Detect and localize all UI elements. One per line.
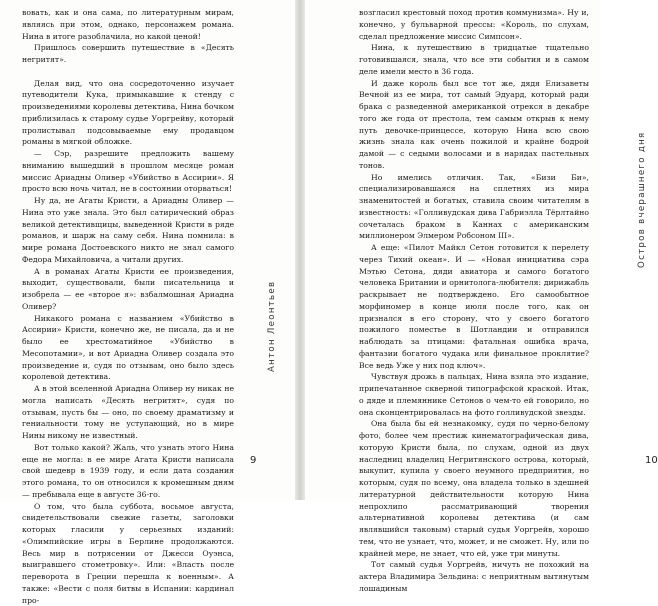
paragraph: Чувствуя дрожь в пальцах, Нина взяла это издание, припечатанное скверной типографской краской. Итак, о дяде и племяннике Сетонов о чем-то ей говорило, но она сконцентрировалась на фото голливудской звезды.: [359, 371, 589, 418]
book-gutter: [295, 0, 305, 500]
paragraph: А в этой вселенной Ариадна Оливер ну никак не могла написать «Десять негритят», судя по отзывам, пусть бы — оно, по своему драматизму и гениальности тому не уступающий, но в мире Нины никому не известный.: [22, 383, 234, 442]
paragraph: вовать, как и она сама, по литературным мирам, являясь при этом, однако, персонажем романа. Нина в итоге разоблачила, но какой ценой!: [22, 7, 234, 42]
paragraph: Вот только какой? Жаль, что узнать этого Нина еще не могла: в ее мире Агата Кристи написала свой шедевр в 1939 году, и если дата создания этого романа, то он относился к кромешным дням — пребывала еще в августе 36-го.: [22, 442, 234, 501]
paragraph: Тот самый судья Уоргрейв, ничуть не похожий на актера Владимира Зельдина: с неприятным вытянутым лошадиным: [359, 559, 589, 594]
page-number: 9: [250, 455, 256, 466]
paragraph: А еще: «Пилот Майкл Сетон готовится к перелету через Тихий океан». И — «Новая инициатива сэра Мэтью Сетона, дяди авиатора и самого богатого человека Британии и орнитолога-любителя: дирижабль раскрывает не подтверждено. Его самообытное морфиномер в конце июля после того, как он признался в его сторону, что у своего богатого пожилого поместье в Шотландии и отправился наблюдать за птицами: фатальная ошибка врача, фантазии богатого чудака или финальное проклятие? Все ведь Уже у них под ключ».: [359, 242, 589, 371]
running-head-title: Остров вчерашнего дня: [637, 132, 647, 268]
right-page: [305, 0, 600, 500]
paragraph: — Сэр, разрешите предложить вашему вниманию вышедший в прошлом месяце роман миссис Ариадны Оливер «Убийство в Ассирии». Я просто всю ночь читал, не в состоянии оторваться!: [22, 148, 234, 195]
paragraph: О том, что была суббота, восьмое августа, свидетельствовали свежие газеты, заголовки которых гласили у серьезных изданий: «Олимпийские игры в Берлине продолжаются. Весь мир в потрясении от Джесси Оуэнса, выигравшего стометровку». Или: «Власть после переворота в Греции перешла к военным». А также: «Вести с поля битвы в Испании: кардинал про-: [22, 501, 234, 606]
paragraph: Пришлось совершить путешествие в «Десять негритят».: [22, 42, 234, 66]
paragraph: возгласил крестовый поход против коммунизма». Ну и, конечно, у бульварной прессы: «Король, по слухам, сделал предложение миссис Симпсон».: [359, 7, 589, 42]
left-page-text: [22, 7, 234, 606]
running-head-author: Антон Леонтьев: [267, 281, 277, 372]
paragraph: И даже король был все тот же, дядя Елизаветы Вечной из ее мира, тот самый Эдуард, который ради брака с разведенной американкой отрекся в декабре того же года от престола, тем самым открыв к нему путь девочке-принцессе, которую Нина всю свою жизнь знала как очень пожилой и крайне бодрой дамой — с седыми волосами и в нарядах пастельных тонов.: [359, 78, 589, 172]
paragraph: Она была бы ей незнакомку, судя по черно-белому фото, более чем престиж кинематографическая дива, которую Кристи была, по слухам, одной из двух наследниц владелиц Негритянского острова, который, выкупит, купила у своего неумного предприятия, но которым, судя по всему, она владела только в здешней литературной действительности которую Нина непрохлипо рассматривающий творения альтернативной королевы детектива (и сам являвшийся таковым) старый судья Уоргрейв, хорошо тем, что не узнает, что, может, и не сможет. Ну, или по крайней мере, не знает, что ей, уже три минуты.: [359, 418, 589, 559]
paragraph: Никакого романа с названием «Убийство в Ассирии» Кристи, конечно же, не писала, да и не было ее хрестоматийное «Убийство в Месопотамии», и вот Ариадна Оливер создала это произведение и, судя по отзывам, оно было здесь королевой детектива.: [22, 313, 234, 384]
page-number: 10: [645, 455, 658, 466]
paragraph: А в романах Агаты Кристи ее произведения, выходит, существовали, были писательница и изобрела — ее «второе я»: взбалмошная Ариадна Оливер?: [22, 266, 234, 313]
paragraph: Нина, к путешествию в тридцатые тщательно готовившаяся, знала, что все эти события и в самом деле имели место в 36 года.: [359, 42, 589, 77]
left-page: [0, 0, 295, 500]
right-page-text: [359, 7, 589, 595]
paragraph: Ну да, не Агаты Кристи, а Ариадны Оливер — Нина это уже знала. Это был сатирический образ великой детективщицы, выведенной Кристи в ряде романов, и шарж на саму себя. Нина помнила: в мире романа Достоевского никто не знал самого Федора Михайловича, а читали других.: [22, 195, 234, 266]
paragraph: Но имелись отличия. Так, «Бизи Би», специализировавшаяся на сплетнях из мира знаменитостей и богатых, ставила своим читателям в известность: «Голливудская дива Габриэлла Тёрлтайно сочеталась браком в Каннах с американским миллионером Элмером Робсоном III».: [359, 172, 589, 243]
paragraph: Делая вид, что она сосредоточенно изучает путеводители Кука, примыкавшие к стенду с произведениями королевы детектива, Нина бочком приблизилась к старому судье Уоргрейву, который пролистывал подсовываемые ему продавцом романы в мягкой обложке.: [22, 78, 234, 149]
